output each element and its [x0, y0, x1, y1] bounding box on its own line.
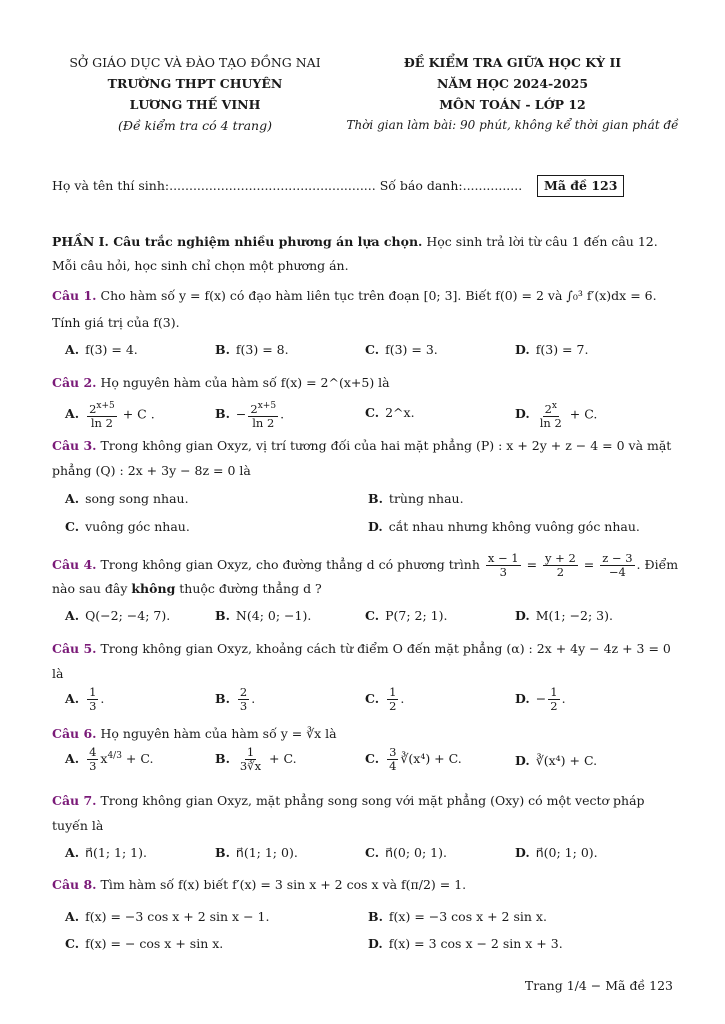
- q8-option-d[interactable]: D. f(x) = 3 cos x − 2 sin x + 3.: [368, 936, 563, 951]
- q6-label: Câu 6.: [52, 726, 97, 741]
- q2-option-c[interactable]: C. 2^x.: [365, 405, 415, 420]
- q6-option-a[interactable]: A. $\frac{4}{3}$ $x^{4/3} + C$.: [65, 745, 154, 773]
- school-name: TRƯỜNG THPT CHUYÊN: [107, 76, 283, 91]
- q6-text: Họ nguyên hàm của hàm số y = ∛x là: [100, 726, 337, 741]
- page-count-note: (Đề kiểm tra có 4 trang): [118, 118, 272, 133]
- q3-label: Câu 3.: [52, 438, 97, 453]
- q7-label: Câu 7.: [52, 793, 97, 808]
- q8-label: Câu 8.: [52, 877, 97, 892]
- q7-option-b[interactable]: B. n⃗(1; 1; 0).: [215, 845, 298, 860]
- q8-option-c[interactable]: C. f(x) = − cos x + sin x.: [65, 936, 224, 951]
- q6-stem: [52, 725, 337, 743]
- exam-code-box: Mã đề 123: [537, 175, 624, 197]
- exam-title: ĐỀ KIỂM TRA GIỮA HỌC KỲ II: [403, 55, 622, 70]
- department-name: SỞ GIÁO DỤC VÀ ĐÀO TẠO ĐỒNG NAI: [69, 55, 321, 70]
- q7-text: Trong không gian Oxyz, mặt phẳng song song với mặt phẳng (Oxy) có một vectơ pháp: [100, 793, 645, 808]
- q2-option-b[interactable]: B. − $\frac{2^{x+5}}{\ln 2}$ .: [215, 401, 285, 430]
- q6-option-d[interactable]: D. ∛(x⁴) + C.: [515, 753, 598, 768]
- student-info-line: Họ và tên thí sinh:.................................................... Số báo danh:...............: [52, 178, 523, 193]
- q1-stem: [52, 287, 657, 305]
- q4-option-c[interactable]: C. P(7; 2; 1).: [365, 608, 448, 623]
- q7-option-a[interactable]: A. n⃗(1; 1; 1).: [65, 845, 147, 860]
- school-name-2: LƯƠNG THẾ VINH: [129, 97, 261, 112]
- q1-option-a[interactable]: A. f(3) = 4.: [65, 342, 138, 357]
- q5-stem-2: là: [52, 666, 64, 681]
- time-note: Thời gian làm bài: 90 phút, không kể thời gian phát đề: [346, 118, 679, 132]
- q1-option-b[interactable]: B. f(3) = 8.: [215, 342, 289, 357]
- q2-stem: [52, 374, 390, 392]
- q5-stem: [52, 640, 671, 658]
- q6-option-c[interactable]: C. $\frac{3}{4}$ ∛(x⁴) + C.: [365, 745, 462, 773]
- school-year: NĂM HỌC 2024-2025: [436, 76, 589, 91]
- q2-option-a[interactable]: A. $\frac{2^{x+5}}{\ln 2}$ + C .: [65, 401, 155, 430]
- q1-option-d[interactable]: D. f(3) = 7.: [515, 342, 589, 357]
- q3-stem: [52, 437, 671, 455]
- part1-intro-2: Mỗi câu hỏi, học sinh chỉ chọn một phương án.: [52, 258, 349, 273]
- q7-option-d[interactable]: D. n⃗(0; 1; 0).: [515, 845, 598, 860]
- q8-stem: [52, 876, 466, 894]
- q4-stem: Câu 4. Trong không gian Oxyz, cho đường thẳng d có phương trình $\frac{x - 1}{3}$ = $\frac{y + 2}{2}$ = $\frac{z - 3}{-4}$ . Điểm: [52, 551, 679, 579]
- header-left: [50, 52, 340, 136]
- q4-option-d[interactable]: D. M(1; −2; 3).: [515, 608, 613, 623]
- q4-label: Câu 4.: [52, 557, 97, 572]
- q3-text: Trong không gian Oxyz, vị trí tương đối của hai mặt phẳng (P) : x + 2y + z − 4 = 0 và mặt: [100, 438, 672, 453]
- q1-stem-2: Tính giá trị của f(3).: [52, 315, 180, 330]
- q7-option-c[interactable]: C. n⃗(0; 0; 1).: [365, 845, 447, 860]
- q5-label: Câu 5.: [52, 641, 97, 656]
- q3-option-a[interactable]: A. song song nhau.: [65, 491, 189, 506]
- q4-text: Trong không gian Oxyz, cho đường thẳng d có phương trình: [100, 557, 480, 572]
- q1-label: Câu 1.: [52, 288, 97, 303]
- q7-stem: [52, 792, 645, 810]
- q5-text: Trong không gian Oxyz, khoảng cách từ điểm O đến mặt phẳng (α) : 2x + 4y − 4z + 3 = 0: [100, 641, 671, 656]
- q3-option-c[interactable]: C. vuông góc nhau.: [65, 519, 190, 534]
- q4-option-a[interactable]: A. Q(−2; −4; 7).: [65, 608, 171, 623]
- q3-option-d[interactable]: D. cắt nhau nhưng không vuông góc nhau.: [368, 519, 640, 534]
- q6-option-b[interactable]: B. $\frac{1}{3∛x}$ + C.: [215, 745, 297, 773]
- q5-option-b[interactable]: B. $\frac{2}{3}$ .: [215, 685, 256, 713]
- q7-stem-2: tuyến là: [52, 818, 104, 833]
- part1-heading: [52, 233, 658, 251]
- q1-text: Cho hàm số y = f(x) có đạo hàm liên tục trên đoạn [0; 3]. Biết f(0) = 2 và ∫₀³ f′(x)dx = 6.: [100, 288, 657, 303]
- q1-option-c[interactable]: C. f(3) = 3.: [365, 342, 438, 357]
- q8-option-b[interactable]: B. f(x) = −3 cos x + 2 sin x.: [368, 909, 547, 924]
- q5-option-d[interactable]: D. − $\frac{1}{2}$ .: [515, 685, 566, 713]
- page-footer: Trang 1/4 − Mã đề 123: [524, 978, 673, 993]
- q8-option-a[interactable]: A. f(x) = −3 cos x + 2 sin x − 1.: [65, 909, 270, 924]
- subject: MÔN TOÁN - LỚP 12: [439, 97, 586, 112]
- q4-stem-2: nào sau đây không thuộc đường thẳng d ?: [52, 581, 322, 596]
- header-right: [340, 52, 685, 136]
- q5-option-c[interactable]: C. $\frac{1}{2}$ .: [365, 685, 405, 713]
- q2-text: Họ nguyên hàm của hàm số f(x) = 2^(x+5) là: [100, 375, 390, 390]
- q8-text: Tìm hàm số f(x) biết f′(x) = 3 sin x + 2 cos x và f(π/2) = 1.: [100, 877, 467, 892]
- q4-option-b[interactable]: B. N(4; 0; −1).: [215, 608, 312, 623]
- q3-option-b[interactable]: B. trùng nhau.: [368, 491, 464, 506]
- q5-option-a[interactable]: A. $\frac{1}{3}$ .: [65, 685, 105, 713]
- part1-intro: Học sinh trả lời từ câu 1 đến câu 12.: [422, 234, 658, 249]
- q2-option-d[interactable]: D. $\frac{2^x}{\ln 2}$ + C.: [515, 401, 598, 430]
- q2-label: Câu 2.: [52, 375, 97, 390]
- part1-title: PHẦN I. Câu trắc nghiệm nhiều phương án lựa chọn.: [52, 234, 423, 249]
- q3-stem-2: phẳng (Q) : 2x + 3y − 8z = 0 là: [52, 463, 251, 478]
